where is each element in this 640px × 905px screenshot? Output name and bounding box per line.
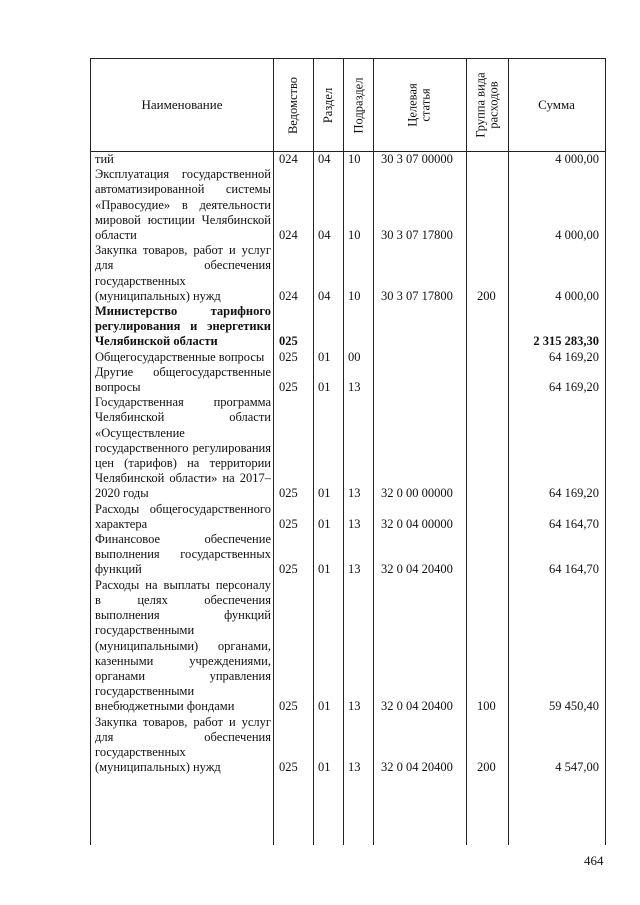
row-podrazdel: 13 — [348, 380, 361, 395]
table-row — [91, 365, 605, 395]
row-vedomstvo: 024 — [279, 288, 298, 303]
table-row — [91, 715, 605, 776]
row-podrazdel: 13 — [348, 699, 361, 714]
row-vedomstvo: 025 — [279, 760, 298, 775]
header-summa: Сумма — [538, 97, 575, 112]
table-row — [91, 350, 605, 365]
row-vedomstvo: 025 — [279, 380, 298, 395]
row-celevaya: 32 0 04 20400 — [381, 699, 453, 714]
row-celevaya: 32 0 04 20400 — [381, 760, 453, 775]
table-row — [91, 578, 605, 715]
row-razdel: 01 — [318, 760, 331, 775]
header-gruppa-line2: расходов — [486, 81, 501, 129]
header-celevaya — [374, 59, 466, 151]
row-podrazdel: 10 — [348, 288, 361, 303]
row-name: Финансовое обеспечение выполнения государственных функций — [95, 532, 271, 577]
row-name: Закупка товаров, работ и услуг для обеспечения государственных (муниципальных) нужд — [95, 714, 271, 775]
row-summa: 4 000,00 — [555, 288, 599, 303]
row-vedomstvo: 025 — [279, 516, 298, 531]
row-podrazdel: 13 — [348, 760, 361, 775]
row-razdel: 04 — [318, 228, 331, 243]
row-razdel: 01 — [318, 380, 331, 395]
row-podrazdel: 13 — [348, 516, 361, 531]
row-vedomstvo: 024 — [279, 228, 298, 243]
row-summa: 2 315 283,30 — [533, 334, 599, 349]
row-gruppa: 100 — [477, 699, 496, 714]
row-summa: 59 450,40 — [549, 699, 599, 714]
row-razdel: 01 — [318, 516, 331, 531]
header-celevaya-line2: статья — [419, 88, 433, 122]
table-row — [91, 304, 605, 350]
budget-table — [90, 58, 606, 845]
row-name: Эксплуатация государственной автоматизированной системы «Правосудие» в деятельности мировой юстиции Челябинской области — [95, 167, 271, 243]
header-vedomstvo: Ведомство — [286, 76, 300, 134]
row-summa: 4 000,00 — [555, 228, 599, 243]
table-row — [91, 395, 605, 501]
row-name: Общегосударственные вопросы — [95, 349, 265, 364]
table-row — [91, 243, 605, 304]
row-name: Министерство тарифного регулирования и энергетики Челябинской области — [95, 304, 271, 349]
row-celevaya: 30 3 07 17800 — [381, 228, 453, 243]
row-summa: 4 547,00 — [555, 760, 599, 775]
row-razdel: 04 — [318, 152, 331, 166]
row-celevaya: 32 0 04 20400 — [381, 562, 453, 577]
row-razdel: 01 — [318, 562, 331, 577]
row-gruppa: 200 — [477, 288, 496, 303]
table-row — [91, 502, 605, 532]
row-vedomstvo: 024 — [279, 152, 298, 166]
row-podrazdel: 00 — [348, 349, 361, 364]
row-razdel: 04 — [318, 288, 331, 303]
row-razdel: 01 — [318, 486, 331, 501]
header-name: Наименование — [141, 97, 223, 112]
table-body — [91, 152, 605, 775]
row-vedomstvo: 025 — [279, 349, 298, 364]
row-summa: 64 164,70 — [549, 516, 599, 531]
row-name: Расходы на выплаты персоналу в целях обеспечения выполнения функций государственными (муниципальными) органами, казенными учреждениями, органами управления государственными внебюджетными фондами — [95, 577, 271, 714]
page-number: 464 — [584, 853, 604, 868]
row-vedomstvo: 025 — [279, 562, 298, 577]
row-name: Другие общегосударственные вопросы — [95, 364, 271, 395]
header-celevaya-line1: Целевая — [406, 83, 420, 127]
row-vedomstvo: 025 — [279, 699, 298, 714]
header-podrazdel: Подраздел — [351, 77, 365, 133]
header-gruppa — [467, 59, 508, 151]
table-row — [91, 532, 605, 578]
row-name: Закупка товаров, работ и услуг для обеспечения государственных (муниципальных) нужд — [95, 243, 271, 303]
row-podrazdel: 10 — [348, 152, 361, 166]
row-summa: 64 169,20 — [549, 486, 599, 501]
row-summa: 64 169,20 — [549, 349, 599, 364]
row-celevaya: 30 3 07 00000 — [381, 152, 453, 166]
row-vedomstvo: 025 — [279, 486, 298, 501]
row-name: тий — [95, 152, 114, 166]
row-razdel: 01 — [318, 699, 331, 714]
table-header — [91, 59, 605, 152]
row-celevaya: 30 3 07 17800 — [381, 288, 453, 303]
row-name: Расходы общегосударственного характера — [95, 501, 271, 531]
row-podrazdel: 13 — [348, 562, 361, 577]
row-name: Государственная программа Челябинской области «Осуществление государственного регулирования цен (тарифов) на территории Челябинской области» на 2017–2020 годы — [95, 395, 271, 501]
row-summa: 64 169,20 — [549, 380, 599, 395]
row-podrazdel: 13 — [348, 486, 361, 501]
row-gruppa: 200 — [477, 760, 496, 775]
table-row — [91, 152, 605, 167]
row-vedomstvo: 025 — [279, 334, 298, 349]
row-razdel: 01 — [318, 349, 331, 364]
row-celevaya: 32 0 00 00000 — [381, 486, 453, 501]
header-gruppa-line1: Группа вида — [473, 72, 488, 138]
row-podrazdel: 10 — [348, 228, 361, 243]
row-celevaya: 32 0 04 00000 — [381, 516, 453, 531]
row-summa: 4 000,00 — [555, 152, 599, 166]
header-razdel: Раздел — [321, 87, 336, 123]
row-summa: 64 164,70 — [549, 562, 599, 577]
table-row — [91, 167, 605, 243]
